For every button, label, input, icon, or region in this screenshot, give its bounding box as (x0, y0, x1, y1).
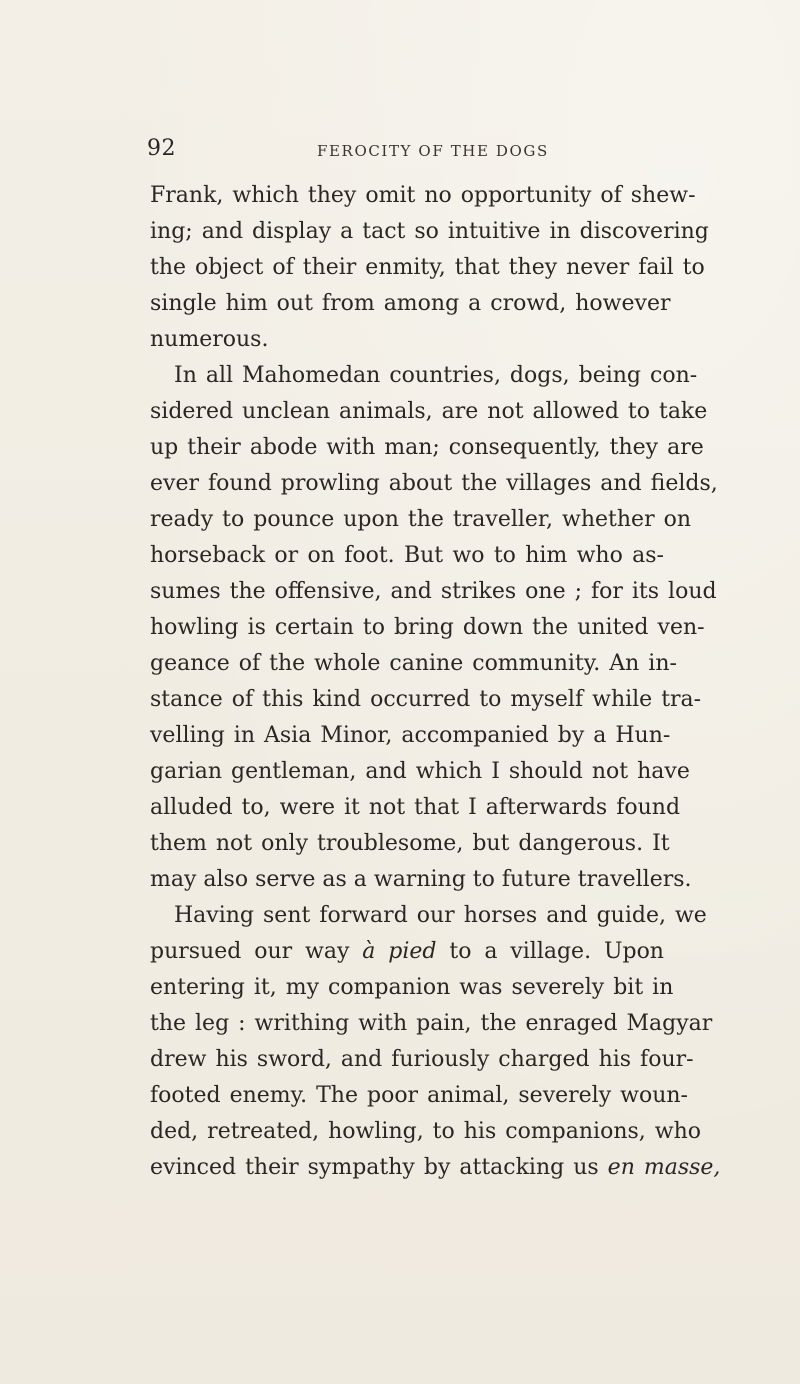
text-line: stance of this kind occurred to myself while tra- (150, 687, 702, 712)
text-line: sidered unclean animals, are not allowed to take (150, 399, 708, 424)
text-line: Frank, which they omit no opportunity of shew- (150, 183, 696, 208)
text-line: the object of their enmity, that they never fail to (150, 255, 705, 280)
text-line: drew his sword, and furiously charged his four- (150, 1047, 694, 1072)
text-line (150, 1150, 721, 1186)
text-line: ded, retreated, howling, to his companions, who (150, 1119, 702, 1144)
text-line: Having sent forward our horses and guide, we (174, 903, 707, 928)
text-line: ever found prowling about the villages and fields, (150, 471, 718, 496)
italic-phrase: à pied (362, 939, 437, 964)
line-text-pre: evinced their sympathy by attacking us (150, 1155, 608, 1180)
text-line (150, 934, 664, 970)
text-line: up their abode with man; consequently, they are (150, 435, 704, 460)
text-line: velling in Asia Minor, accompanied by a Hun- (150, 723, 671, 748)
text-line: horseback or on foot. But wo to him who as- (150, 543, 664, 568)
line-text-pre: pursued our way (150, 939, 363, 964)
text-line: them not only troublesome, but dangerous. It (150, 831, 670, 856)
text-line: footed enemy. The poor animal, severely woun- (150, 1083, 688, 1108)
text-line: entering it, my companion was severely bit in (150, 975, 674, 1000)
text-line: may also serve as a warning to future travellers. (150, 867, 692, 892)
page-number: 92 (147, 136, 176, 161)
text-line: numerous. (150, 327, 269, 352)
text-line: garian gentleman, and which I should not have (150, 759, 690, 784)
text-line: alluded to, were it not that I afterwards found (150, 795, 681, 820)
line-text-post: to a village. Upon (436, 939, 664, 964)
text-line: single him out from among a crowd, however (150, 291, 671, 316)
text-line: In all Mahomedan countries, dogs, being con- (174, 363, 698, 388)
text-line: howling is certain to bring down the united ven- (150, 615, 705, 640)
text-line: sumes the offensive, and strikes one ; for its loud (150, 579, 717, 604)
page-header (147, 136, 667, 176)
running-head: FEROCITY OF THE DOGS (317, 142, 549, 160)
text-line: ing; and display a tact so intuitive in discovering (150, 219, 709, 244)
text-line: ready to pounce upon the traveller, whether on (150, 507, 691, 532)
italic-phrase: en masse, (607, 1155, 721, 1180)
body-text (150, 178, 721, 1186)
text-line: the leg : writhing with pain, the enraged Magyar (150, 1011, 713, 1036)
text-line: geance of the whole canine community. An in- (150, 651, 677, 676)
